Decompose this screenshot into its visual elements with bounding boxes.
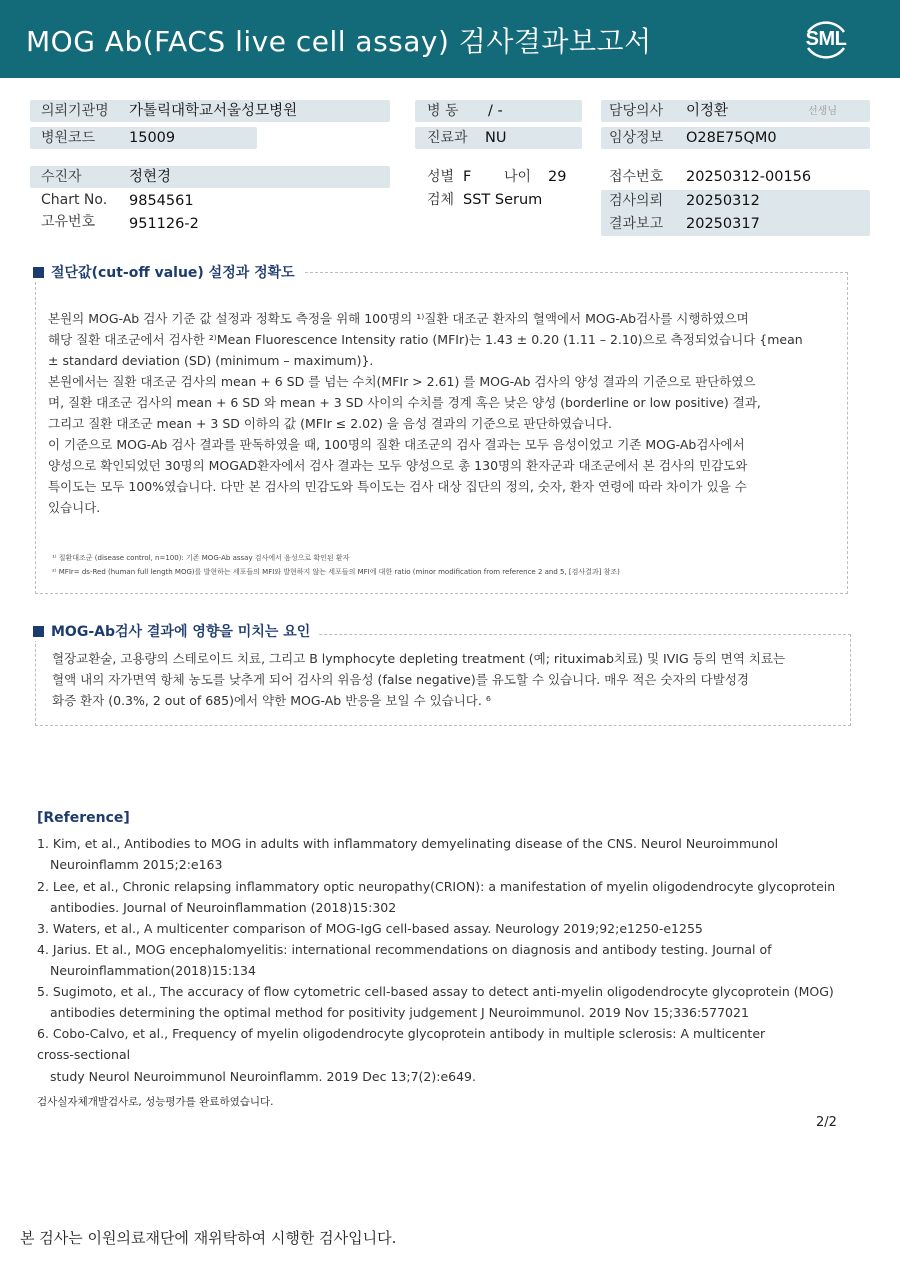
receipt-label: 접수번호 — [609, 169, 664, 185]
factors-section-title-text: MOG-Ab검사 결과에 영향을 미치는 요인 — [51, 624, 311, 640]
reference-line: antibodies determining the optimal method for positivity judgement J Neuroimmunol. 2019 Nov 15;336:577021 — [50, 1005, 749, 1020]
reference-line: 2. Lee, et al., Chronic relapsing inflammatory optic neuropathy(CRION): a manifestation of myelin oligodendrocyte glycoprotein — [37, 879, 836, 894]
cutoff-section-title-text: 절단값(cut-off value) 설정과 정확도 — [51, 265, 295, 281]
specimen-label: 검체 — [427, 192, 455, 208]
age-value: 29 — [548, 169, 567, 185]
text-line: 본원에서는 질환 대조군 검사의 mean + 6 SD 를 넘는 수치(MFIr > 2.61) 를 MOG-Ab 검사의 양성 결과의 기준으로 판단하였으 — [48, 374, 756, 389]
text-line: 특이도는 모두 100%였습니다. 다만 본 검사의 민감도와 특이도는 검사 대상 집단의 정의, 숫자, 환자 연령에 따라 차이가 있을 수 — [48, 479, 747, 494]
reference-line: 3. Waters, et al., A multicenter comparison of MOG-IgG cell-based assay. Neurology 2019;92;e1250-e1255 — [37, 921, 703, 936]
report-header — [0, 0, 900, 78]
chart-label: Chart No. — [41, 192, 108, 208]
text-line: 해당 질환 대조군에서 검사한 ²⁾Mean Fluorescence Intensity ratio (MFIr)는 1.43 ± 0.20 (1.11 – 2.10)으로 측정되었습니다 {mean — [48, 332, 803, 347]
factors-section-title — [33, 621, 318, 641]
report-label: 결과보고 — [609, 216, 664, 232]
text-line: 양성으로 확인되었던 30명의 MOGAD환자에서 검사 결과는 모두 양성으로 총 130명의 환자군과 대조군에서 본 검사의 민감도와 — [48, 458, 748, 473]
hospital-code-value: 15009 — [129, 130, 176, 146]
reference-line: cross-sectional — [37, 1047, 131, 1062]
square-icon — [33, 267, 44, 278]
reference-line: antibodies. Journal of Neuroinflammation (2018)15:302 — [50, 900, 397, 915]
outsourcing-note: 본 검사는 이원의료재단에 재위탁하여 시행한 검사입니다. — [20, 1229, 397, 1247]
validation-note: 검사실자체개발검사로, 성능평가를 완료하였습니다. — [37, 1096, 274, 1108]
id-label: 고유번호 — [41, 214, 96, 230]
square-icon — [33, 626, 44, 637]
reference-line: 1. Kim, et al., Antibodies to MOG in adults with inflammatory demyelinating disease of the CNS. Neurol Neuroimmunol — [37, 836, 779, 851]
ward-label: 병 동 — [427, 103, 459, 119]
factors-paragraph — [52, 648, 842, 711]
receipt-value: 20250312-00156 — [686, 169, 812, 185]
hospital-code-label: 병원코드 — [41, 130, 96, 146]
doctor-value: 이정환 — [686, 103, 729, 119]
dept-label: 진료과 — [427, 130, 468, 146]
footnote-2: ²⁾ MFIr= ds-Red (human full length MOG)를 발현하는 세포들의 MFI와 발현하지 않는 세포들의 MFI에 대한 ratio (minor modification from reference 2 and 5, [검사결과] 참조) — [52, 568, 620, 576]
request-value: 20250312 — [686, 193, 760, 209]
logo-text: SML — [805, 28, 847, 50]
report-value: 20250317 — [686, 216, 760, 232]
text-line: 화증 환자 (0.3%, 2 out of 685)에서 약한 MOG-Ab 반응을 보일 수 있습니다. ⁶ — [52, 693, 491, 708]
id-value: 951126-2 — [129, 216, 199, 232]
doctor-suffix: 선생님 — [808, 106, 837, 117]
text-line: 그리고 질환 대조군 mean + 3 SD 이하의 값 (MFIr ≤ 2.02) 을 음성 결과의 기준으로 판단하였습니다. — [48, 416, 613, 431]
specimen-value: SST Serum — [463, 192, 543, 208]
cutoff-paragraph — [48, 308, 838, 518]
reference-title: [Reference] — [37, 810, 130, 826]
reference-line: 6. Cobo-Calvo, et al., Frequency of myelin oligodendrocyte glycoprotein antibody in multiple sclerosis: A multicenter — [37, 1026, 766, 1041]
text-line: 며, 질환 대조군 검사의 mean + 6 SD 와 mean + 3 SD 사이의 수치를 경계 혹은 낮은 양성 (borderline or low positive) 결과, — [48, 395, 761, 410]
sex-value: F — [463, 169, 472, 185]
dept-value: NU — [485, 130, 507, 146]
ward-value: / - — [488, 103, 503, 119]
reference-line: study Neurol Neuroimmunol Neuroinflamm. 2019 Dec 13;7(2):e649. — [50, 1069, 476, 1084]
patient-value: 정현경 — [129, 169, 172, 185]
reference-line: 4. Jarius. Et al., MOG encephalomyelitis: international recommendations on diagnosis and antibody testing. Journal of — [37, 942, 772, 957]
text-line: 혈액 내의 자가면역 항체 농도를 낮추게 되어 검사의 위음성 (false negative)를 유도할 수 있습니다. 매우 적은 숫자의 다발성경 — [52, 672, 749, 687]
clinical-value: O28E75QM0 — [686, 130, 777, 146]
institution-value: 가톨릭대학교서울성모병원 — [129, 103, 298, 119]
doctor-label: 담당의사 — [609, 103, 664, 119]
institution-label: 의뢰기관명 — [41, 103, 109, 119]
patient-row — [30, 166, 390, 188]
page-number: 2/2 — [816, 1115, 837, 1130]
chart-value: 9854561 — [129, 193, 194, 209]
text-line: 있습니다. — [48, 500, 101, 515]
clinical-label: 임상정보 — [609, 130, 664, 146]
report-title: MOG Ab(FACS live cell assay) 검사결과보고서 — [26, 25, 652, 58]
request-label: 검사의뢰 — [609, 193, 664, 209]
text-line: 이 기준으로 MOG-Ab 검사 결과를 판독하였을 때, 100명의 질환 대조군의 검사 결과는 모두 음성이었고 기존 MOG-Ab검사에서 — [48, 437, 745, 452]
cutoff-section-title — [33, 262, 303, 282]
text-line: 본원의 MOG-Ab 검사 기준 값 설정과 정확도 측정을 위해 100명의 ¹⁾질환 대조군 환자의 혈액에서 MOG-Ab검사를 시행하였으며 — [48, 311, 749, 326]
text-line: 혈장교환술, 고용량의 스테로이드 치료, 그리고 B lymphocyte depleting treatment (예; rituximab치료) 및 IVIG 등의 면역 치료는 — [52, 651, 786, 666]
sml-logo — [798, 12, 854, 66]
reference-line: Neuroinflamm 2015;2:e163 — [50, 857, 223, 872]
footnote-1: ¹⁾ 질환대조군 (disease control, n=100): 기존 MOG-Ab assay 검사에서 음성으로 확인된 환자 — [52, 554, 350, 562]
reference-line: 5. Sugimoto, et al., The accuracy of flow cytometric cell-based assay to detect anti-myelin oligodendrocyte glycoprotein (MOG) — [37, 984, 834, 999]
patient-label: 수진자 — [41, 169, 82, 185]
reference-line: Neuroinflammation(2018)15:134 — [50, 963, 256, 978]
sex-label: 성별 — [427, 169, 455, 185]
age-label: 나이 — [504, 169, 532, 185]
text-line: ± standard deviation (SD) (minimum – maximum)}. — [48, 353, 374, 368]
